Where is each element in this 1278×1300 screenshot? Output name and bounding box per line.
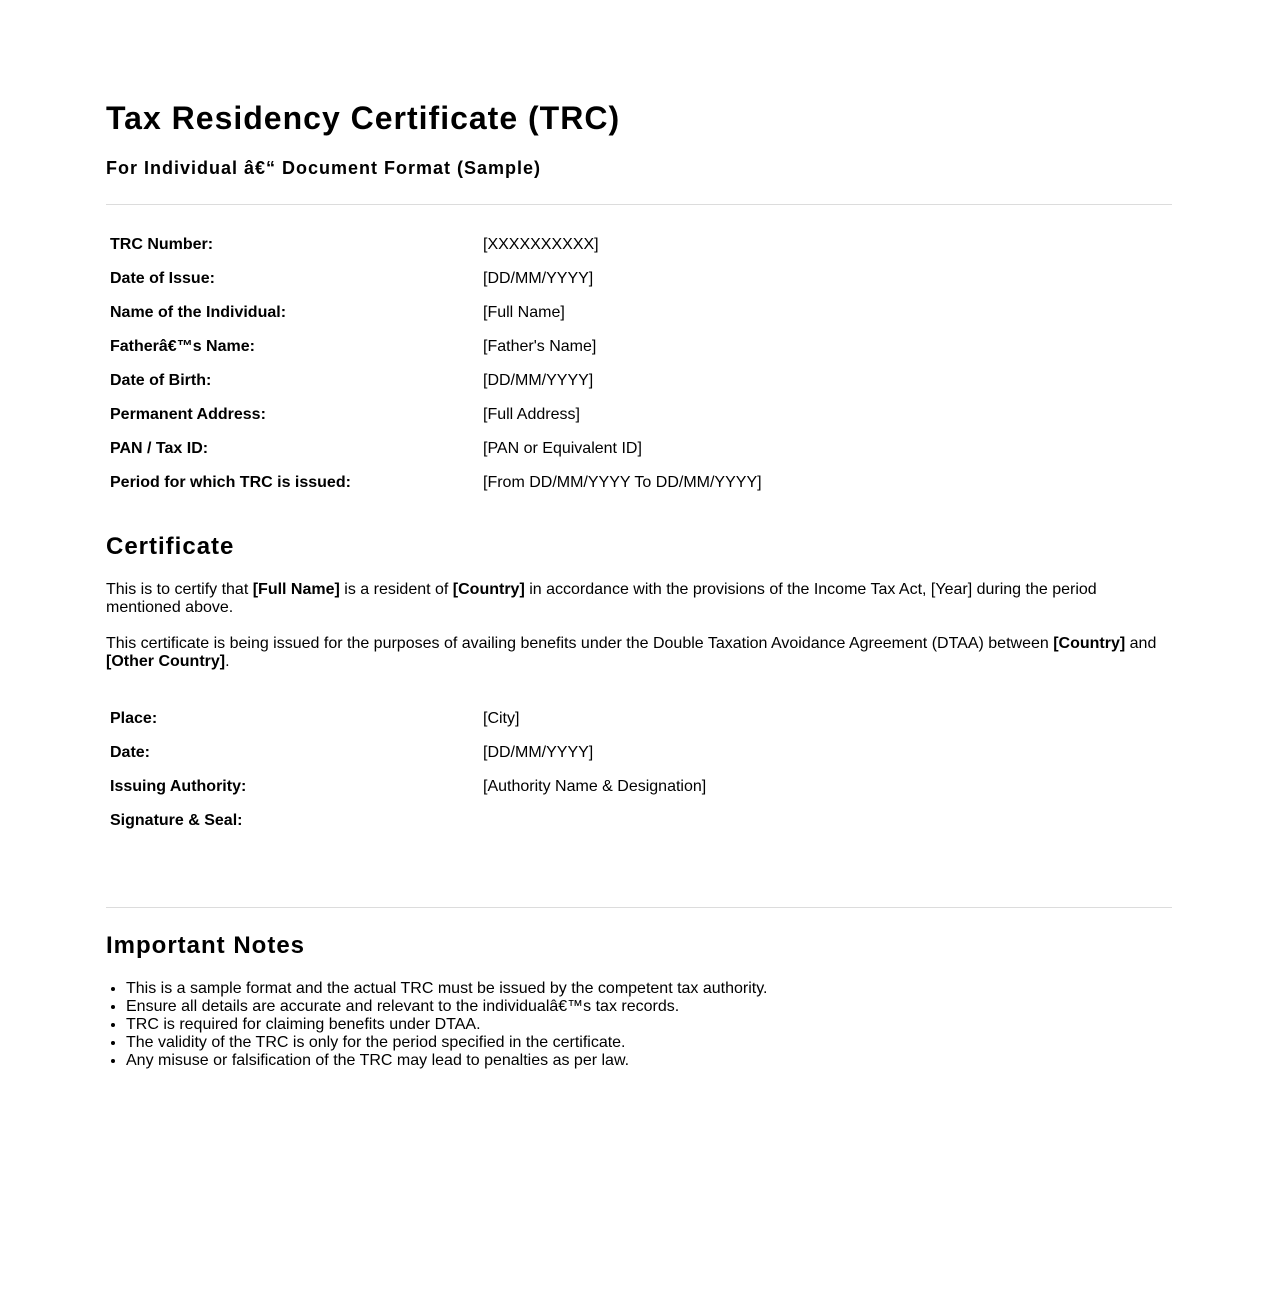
field-label: Date:	[110, 744, 151, 761]
field-label: Signature & Seal:	[110, 812, 243, 829]
field-label: Period for which TRC is issued:	[110, 474, 351, 491]
field-value: [City]	[483, 710, 520, 727]
field-value: [DD/MM/YYYY]	[483, 744, 594, 761]
field-label: Date of Birth:	[110, 372, 212, 389]
field-value: [Full Address]	[483, 406, 580, 423]
field-label: PAN / Tax ID:	[110, 440, 209, 457]
field-label: Name of the Individual:	[110, 304, 287, 321]
details-row-name	[110, 296, 1172, 330]
field-label: Fatherâ€™s Name:	[110, 338, 255, 355]
details-table	[110, 228, 1172, 500]
placeholder-country: [Country]	[452, 581, 525, 598]
placeholder-other-country: [Other Country]	[106, 653, 226, 670]
paragraph-text: This certificate is being issued for the purposes of availing benefits under the Double Taxation Avoidance Agreement (DTAA) between	[106, 635, 1054, 652]
list-item: • TRC is required for claiming benefits under DTAA.	[126, 1016, 768, 1034]
certificate-heading: Certificate	[106, 533, 235, 560]
signoff-row-issuing-authority	[110, 770, 1172, 804]
field-value: [From DD/MM/YYYY To DD/MM/YYYY]	[483, 474, 762, 491]
paragraph-text: .	[225, 653, 230, 670]
dtaa-paragraph	[106, 635, 1172, 671]
details-row-period	[110, 466, 1172, 500]
field-value: [DD/MM/YYYY]	[483, 372, 594, 389]
signoff-row-signature	[110, 804, 1172, 838]
paragraph-text: This is to certify that	[106, 581, 253, 598]
field-value: [PAN or Equivalent ID]	[483, 440, 642, 457]
field-label: Place:	[110, 710, 158, 727]
field-value: [XXXXXXXXXX]	[483, 236, 599, 253]
field-label: Issuing Authority:	[110, 778, 247, 795]
divider	[106, 204, 1172, 205]
divider	[106, 907, 1172, 908]
document-subtitle: For Individual â€“ Document Format (Sample)	[106, 158, 542, 178]
details-row-pan	[110, 432, 1172, 466]
placeholder-country: [Country]	[1053, 635, 1126, 652]
document-title: Tax Residency Certificate (TRC)	[106, 100, 621, 136]
list-item: • Ensure all details are accurate and relevant to the individualâ€™s tax records.	[126, 998, 768, 1016]
details-row-fathers-name	[110, 330, 1172, 364]
list-item: • The validity of the TRC is only for the period specified in the certificate.	[126, 1034, 768, 1052]
details-row-permanent-address	[110, 398, 1172, 432]
details-row-date-of-issue	[110, 262, 1172, 296]
notes-heading: Important Notes	[106, 932, 306, 959]
paragraph-text: and	[1125, 635, 1157, 652]
field-label: Permanent Address:	[110, 406, 266, 423]
paragraph-text: in accordance with the provisions of the Income Tax Act, [Year] during the period mentioned above.	[106, 581, 1097, 616]
details-row-date-of-birth	[110, 364, 1172, 398]
field-value: [Authority Name & Designation]	[483, 778, 707, 795]
notes-list	[106, 980, 768, 1070]
signoff-table	[110, 702, 1172, 838]
field-label: TRC Number:	[110, 236, 214, 253]
list-item: • This is a sample format and the actual TRC must be issued by the competent tax authority.	[126, 980, 768, 998]
details-row-trc-number	[110, 228, 1172, 262]
field-value: [Full Name]	[483, 304, 565, 321]
field-value: [Father's Name]	[483, 338, 597, 355]
placeholder-full-name: [Full Name]	[252, 581, 340, 598]
field-value: [DD/MM/YYYY]	[483, 270, 594, 287]
paragraph-text: is a resident of	[339, 581, 453, 598]
list-item: • Any misuse or falsification of the TRC may lead to penalties as per law.	[126, 1052, 768, 1070]
field-label: Date of Issue:	[110, 270, 215, 287]
signoff-row-date	[110, 736, 1172, 770]
signoff-row-place	[110, 702, 1172, 736]
certificate-paragraph	[106, 581, 1172, 617]
